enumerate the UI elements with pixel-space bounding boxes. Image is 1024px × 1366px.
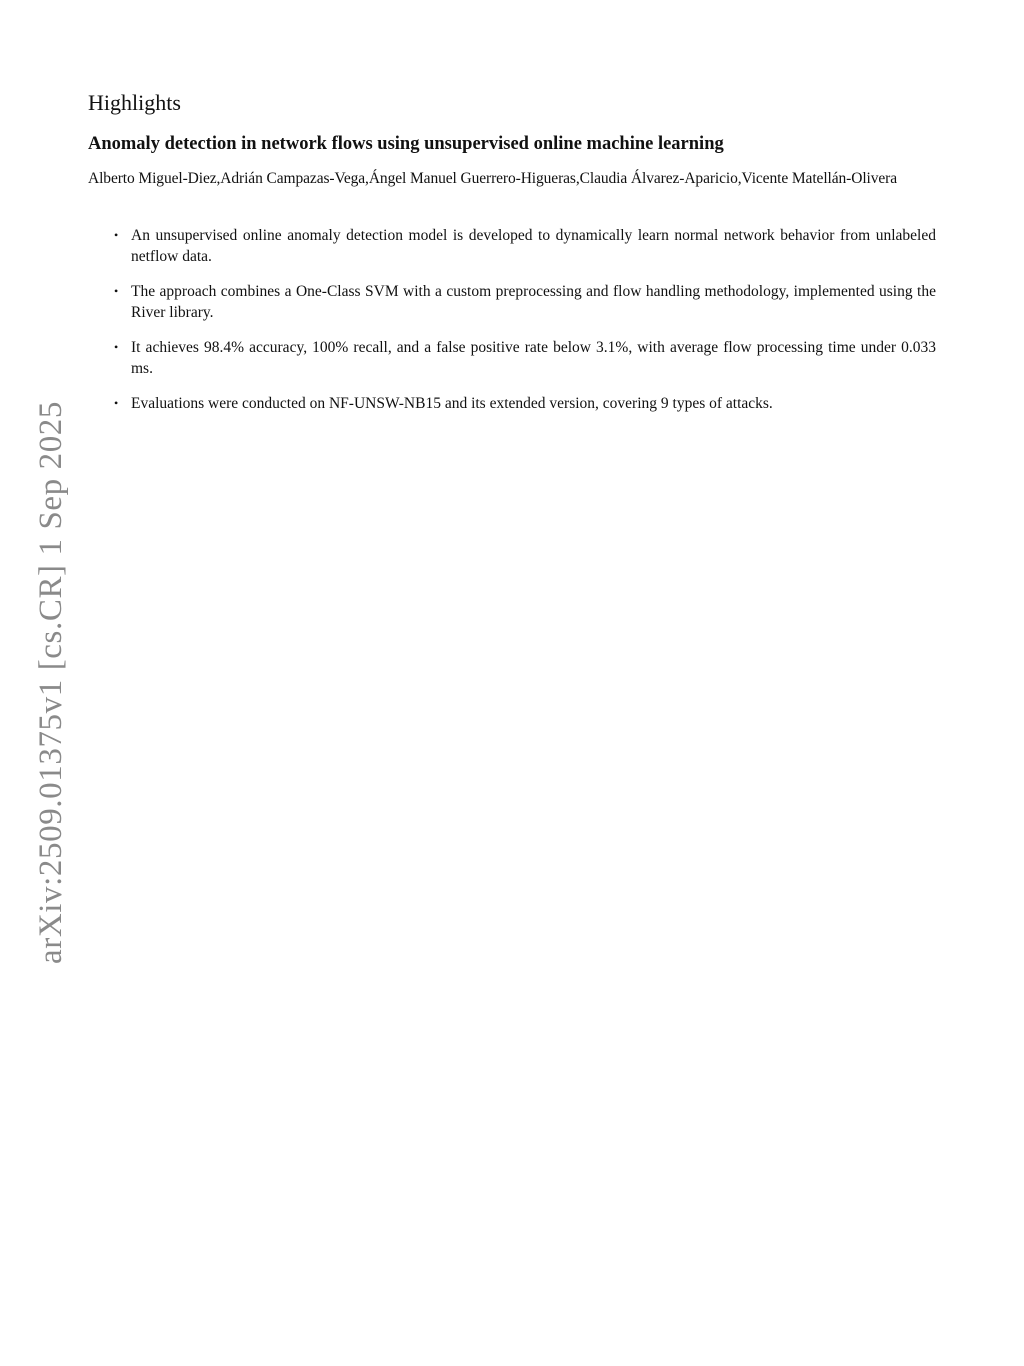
page-content (88, 90, 936, 428)
highlight-text: An unsupervised online anomaly detection model is developed to dynamically learn normal network behavior from unlabeled netflow data. (131, 226, 936, 265)
highlight-text: The approach combines a One-Class SVM with a custom preprocessing and flow handling methodology, implemented using the River library. (131, 282, 936, 321)
highlight-item (114, 337, 936, 379)
highlight-item (114, 281, 936, 323)
arxiv-sidebar-stamp (31, 392, 71, 972)
highlights-heading: Highlights (88, 90, 181, 115)
bullet-icon: • (114, 227, 119, 242)
highlights-list (88, 225, 936, 414)
author-list: Alberto Miguel-Diez,Adrián Campazas-Vega,Ángel Manuel Guerrero-Higueras,Claudia Álvarez-Aparicio,Vicente Matellán-Olivera (88, 169, 897, 187)
highlight-item (114, 393, 936, 414)
arxiv-identifier: arXiv:2509.01375v1 [cs.CR] 1 Sep 2025 (32, 400, 69, 964)
bullet-icon: • (114, 395, 119, 410)
highlight-text: It achieves 98.4% accuracy, 100% recall, and a false positive rate below 3.1%, with average flow processing time under 0.033 ms. (131, 338, 936, 377)
paper-title: Anomaly detection in network flows using unsupervised online machine learning (88, 134, 724, 155)
highlight-text: Evaluations were conducted on NF-UNSW-NB15 and its extended version, covering 9 types of attacks. (131, 394, 773, 412)
bullet-icon: • (114, 283, 119, 298)
bullet-icon: • (114, 339, 119, 354)
highlight-item (114, 225, 936, 267)
